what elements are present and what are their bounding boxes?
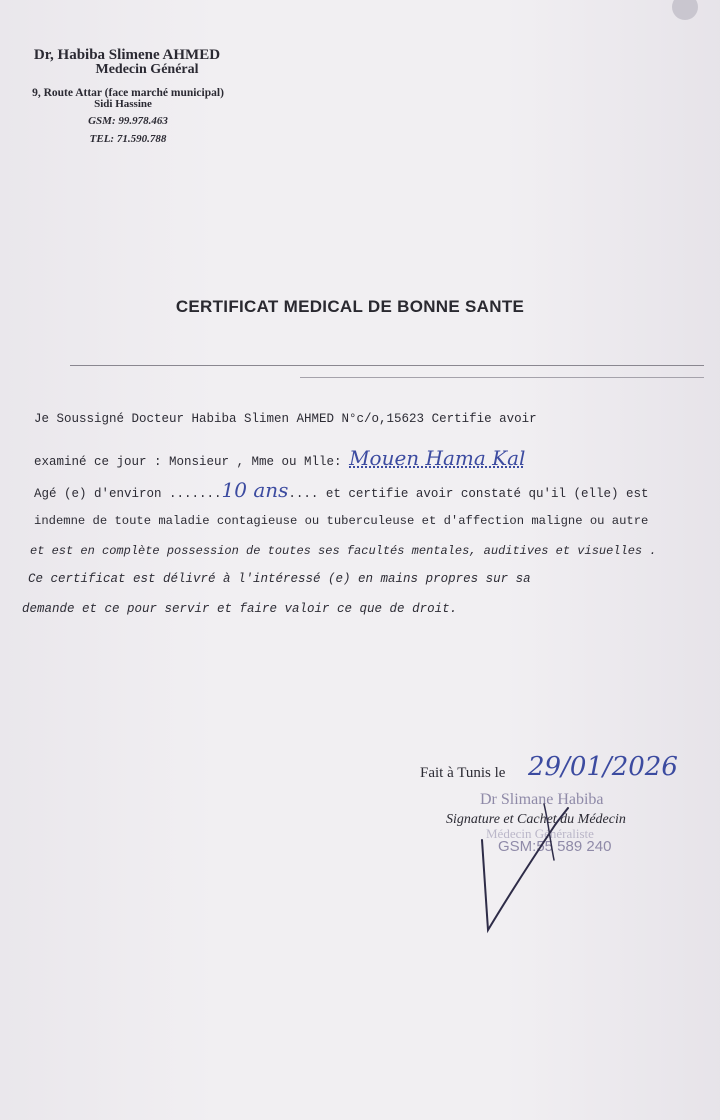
stamp-title: Médecin Généraliste: [486, 826, 594, 841]
divider-line-secondary: [300, 377, 704, 378]
body-line-3-suffix: .... et certifie avoir constaté qu'il (elle) est: [288, 487, 649, 501]
body-line-6: Ce certificat est délivré à l'intéressé (e) en mains propres sur sa: [28, 572, 531, 586]
body-line-5: et est en complète possession de toutes ses facultés mentales, auditives et visuelles .: [30, 544, 657, 558]
doctor-gsm: GSM: 99.978.463: [88, 115, 168, 127]
stamp-name: Dr Slimane Habiba: [480, 791, 604, 808]
body-line-7: demande et ce pour servir et faire valoir ce que de droit.: [22, 602, 458, 616]
age-handwritten: 10 ans: [221, 478, 289, 502]
certificate-title: CERTIFICAT MEDICAL DE BONNE SANTE: [175, 297, 525, 316]
body-line-3: [34, 478, 648, 502]
doctor-tel: TEL: 71.590.788: [89, 133, 167, 145]
doctor-title: Medecin Général: [95, 62, 199, 77]
body-line-1: Je Soussigné Docteur Habiba Slimen AHMED N°c/o,15623 Certifie avoir: [34, 412, 537, 426]
date-handwritten: 29/01/2026: [528, 752, 678, 782]
doctor-name: Dr, Habiba Slimene AHMED: [33, 47, 221, 63]
signature-label: Signature et Cachet du Médecin: [446, 812, 626, 827]
address-line-1: 9, Route Attar (face marché municipal): [32, 87, 224, 99]
body-line-4: indemne de toute maladie contagieuse ou tuberculeuse et d'affection maligne ou autre: [34, 514, 649, 528]
place-label: Fait à Tunis le: [420, 765, 506, 781]
punch-hole-shadow: [672, 0, 698, 20]
stamp-phone: GSM:55 589 240: [498, 838, 612, 855]
divider-line: [70, 365, 704, 366]
body-line-2: [34, 446, 525, 470]
address-line-2: Sidi Hassine: [94, 98, 152, 110]
body-line-2-prefix: examiné ce jour : Monsieur , Mme ou Mlle:: [34, 455, 350, 469]
patient-name-handwritten: Mouen Hama Kal: [349, 446, 526, 470]
body-line-3-prefix: Agé (e) d'environ .......: [34, 487, 222, 501]
handwritten-signature: [470, 800, 600, 940]
